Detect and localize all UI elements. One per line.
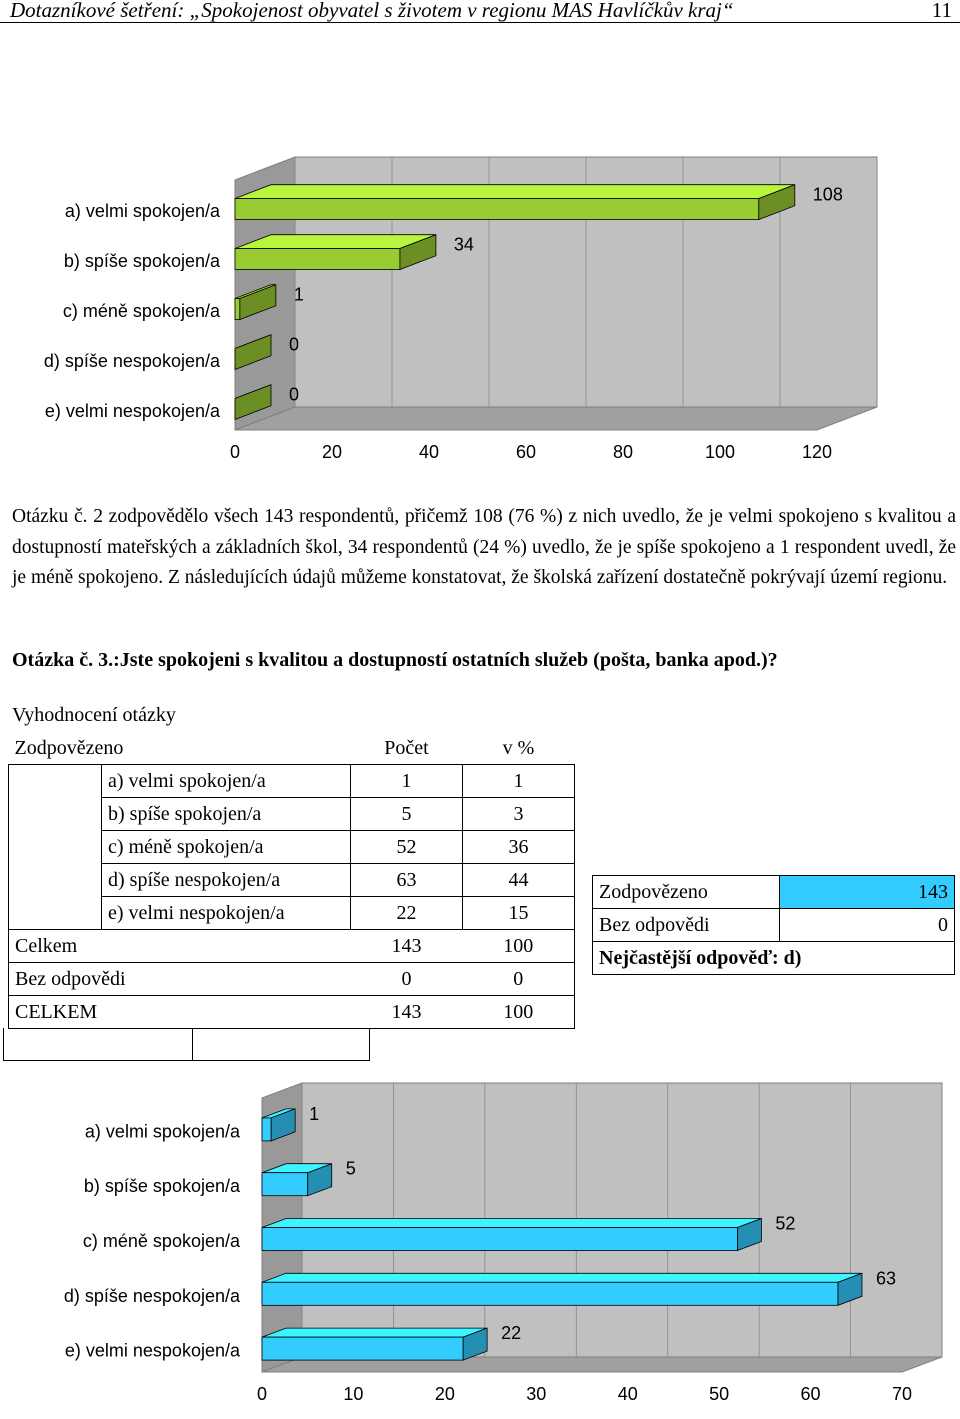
data-label: 1 <box>309 1103 320 1124</box>
row-count: 5 <box>351 798 463 831</box>
category-label: a) velmi spokojen/a <box>84 1121 240 1142</box>
noanswer-count: 0 <box>401 967 412 990</box>
header-pct: v % <box>502 736 535 759</box>
x-tick-label: 50 <box>709 1384 730 1404</box>
category-label: a) velmi spokojen/a <box>64 201 220 221</box>
summary-noanswer-value: 0 <box>780 909 955 942</box>
evaluation-label: Vyhodnocení otázky <box>12 704 176 726</box>
chart-question-2 <box>0 140 960 480</box>
bar <box>235 249 400 270</box>
row-pct: 36 <box>463 831 575 864</box>
x-tick-label: 40 <box>617 1384 638 1404</box>
row-label: b) spíše spokojen/a <box>102 798 351 831</box>
results-table <box>8 732 575 1029</box>
category-label: d) spíše nespokojen/a <box>63 1285 240 1306</box>
row-label: a) velmi spokojen/a <box>102 765 351 798</box>
blank-cell <box>9 765 102 930</box>
chart-question-3 <box>0 1060 960 1419</box>
page-number: 11 <box>931 0 952 22</box>
data-label: 63 <box>876 1268 897 1289</box>
x-tick-label: 70 <box>891 1384 913 1404</box>
bar <box>262 1173 308 1196</box>
question-3-heading: Otázka č. 3.:Jste spokojeni s kvalitou a dostupností ostatních služeb (pošta, banka apod.)? <box>12 649 778 671</box>
grand-total-row <box>9 996 575 1029</box>
x-tick-label: 100 <box>704 442 736 462</box>
data-label: 0 <box>289 334 300 355</box>
bar <box>262 1337 463 1360</box>
noanswer-pct: 0 <box>513 967 524 990</box>
bar-top <box>235 185 795 199</box>
row-count: 52 <box>351 831 463 864</box>
chart-floor <box>235 407 877 430</box>
data-label: 34 <box>453 234 474 255</box>
header-answered: Zodpovězeno <box>14 736 124 759</box>
bar-top <box>262 1218 761 1227</box>
x-tick-label: 0 <box>229 442 241 462</box>
grand-count: 143 <box>391 1000 422 1023</box>
x-tick-label: 20 <box>434 1384 455 1404</box>
x-tick-label: 20 <box>321 442 343 462</box>
summary-noanswer-label: Bez odpovědi <box>593 909 780 942</box>
data-label: 5 <box>345 1158 356 1179</box>
bar-top <box>262 1273 862 1282</box>
table-header-row <box>9 732 575 765</box>
summary-answered-label: Zodpovězeno <box>593 876 780 909</box>
x-tick-label: 0 <box>256 1384 268 1404</box>
total-pct: 100 <box>503 934 534 957</box>
row-count: 63 <box>351 864 463 897</box>
empty-row-strip <box>3 1028 370 1061</box>
document-title: Dotazníkové šetření: „Spokojenost obyvatel s životem v regionu MAS Havlíčkův kraj“ <box>10 0 734 22</box>
summary-row <box>593 942 955 975</box>
bar-top <box>262 1328 487 1337</box>
row-count: 22 <box>351 897 463 930</box>
header-count: Počet <box>384 736 429 759</box>
bar <box>262 1118 271 1141</box>
total-row <box>9 930 575 963</box>
x-tick-label: 80 <box>612 442 634 462</box>
bar <box>262 1227 737 1250</box>
x-tick-label: 120 <box>801 442 833 462</box>
data-label: 22 <box>501 1323 522 1344</box>
category-label: b) spíše spokojen/a <box>83 1176 240 1197</box>
bar <box>262 1282 838 1305</box>
category-label: d) spíše nespokojen/a <box>43 351 220 371</box>
row-pct: 15 <box>463 897 575 930</box>
row-label: c) méně spokojen/a <box>102 831 351 864</box>
category-label: e) velmi nespokojen/a <box>64 1340 240 1361</box>
summary-answered-value: 143 <box>780 876 955 909</box>
bar <box>235 299 240 320</box>
row-label: d) spíše nespokojen/a <box>102 864 351 897</box>
category-label: c) méně spokojen/a <box>62 301 220 321</box>
x-tick-label: 40 <box>418 442 440 462</box>
x-tick-label: 60 <box>800 1384 821 1404</box>
total-count: 143 <box>391 934 422 957</box>
category-label: b) spíše spokojen/a <box>63 251 220 271</box>
data-label: 0 <box>289 384 300 405</box>
summary-row <box>593 876 955 909</box>
category-label: c) méně spokojen/a <box>82 1231 240 1251</box>
summary-table <box>592 875 955 975</box>
x-tick-label: 10 <box>343 1384 364 1404</box>
total-label: Celkem <box>15 934 78 957</box>
summary-most-frequent: Nejčastější odpověď: d) <box>593 942 955 975</box>
row-count: 1 <box>351 765 463 798</box>
analysis-paragraph: Otázku č. 2 zodpovědělo všech 143 respondentů, přičemž 108 (76 %) z nich uvedlo, že je velmi spokojeno s kvalitou a dostupností mateřských a základních škol, 34 respondentů (24 %) uvedlo, že je spíše spokojeno a 1 respondent uvedl, že je méně spokojeno. Z následujících údajů můžeme konstatovat, že školská zařízení dostatečně pokrývají území regionu. <box>12 506 956 588</box>
row-label: e) velmi nespokojen/a <box>102 897 351 930</box>
row-pct: 3 <box>463 798 575 831</box>
grand-label: CELKEM <box>15 1000 98 1023</box>
noanswer-label: Bez odpovědi <box>15 967 126 990</box>
data-label: 52 <box>775 1213 796 1234</box>
table-row <box>9 765 575 798</box>
row-pct: 1 <box>463 765 575 798</box>
bar <box>235 199 759 220</box>
noanswer-row <box>9 963 575 996</box>
x-tick-label: 30 <box>526 1384 547 1404</box>
category-label: e) velmi nespokojen/a <box>44 401 220 421</box>
row-pct: 44 <box>463 864 575 897</box>
data-label: 1 <box>293 284 304 305</box>
grand-pct: 100 <box>503 1000 534 1023</box>
data-label: 108 <box>812 184 843 205</box>
page-header <box>0 0 960 23</box>
x-tick-label: 60 <box>515 442 537 462</box>
summary-row <box>593 909 955 942</box>
